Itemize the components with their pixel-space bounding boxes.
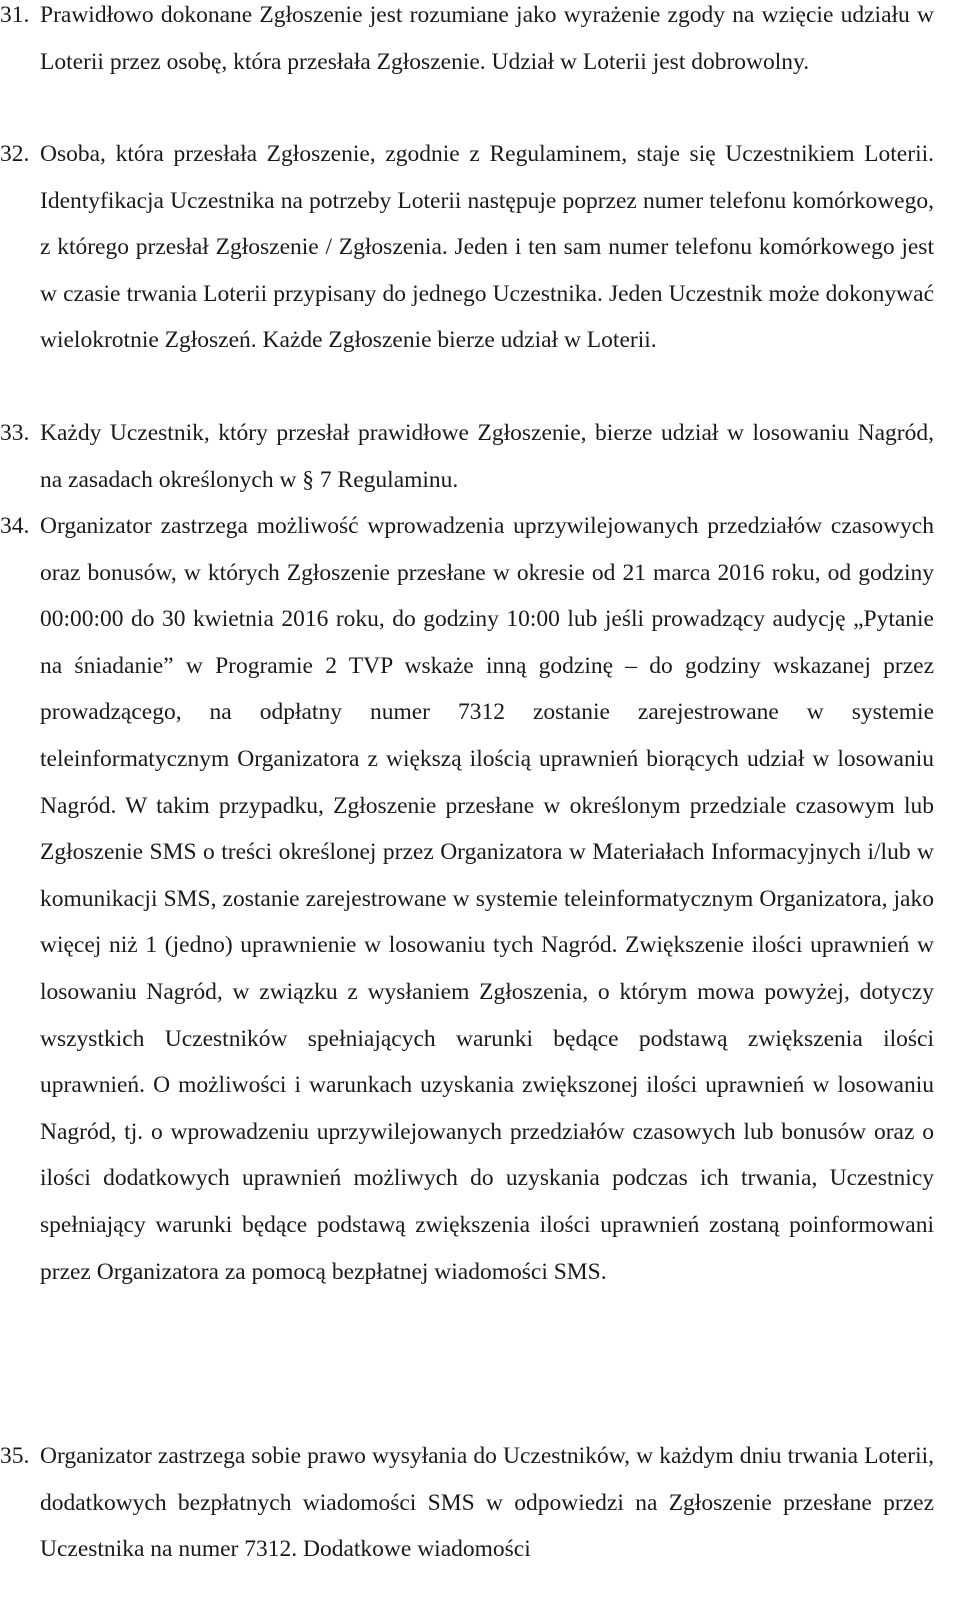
paragraph-text: Organizator zastrzega możliwość wprowadzenia uprzywilejowanych przedziałów czasowych oraz bonusów, w których Zgłoszenie przesłane w okresie od 21 marca 2016 roku, od godziny 00:00:00 do 30 kwietnia 2016 roku, do godziny 10:00 lub jeśli prowadzący audycję „Pytanie na śniadanie” w Programie 2 TVP wskaże inną godzinę – do godziny wskazanej przez prowadzącego, na odpłatny numer 7312 zostanie zarejestrowane w systemie teleinformatycznym Organizatora z większą ilością uprawnień biorących udział w losowaniu Nagród. W takim przypadku, Zgłoszenie przesłane w określonym przedziale czasowym lub Zgłoszenie SMS o treści określonej przez Organizatora w Materiałach Informacyjnych i/lub w komunikacji SMS, zostanie zarejestrowane w systemie teleinformatycznym Organizatora, jako więcej niż 1 (jedno) uprawnienie w losowaniu tych Nagród. Zwiększenie ilości uprawnień w losowaniu Nagród, w związku z wysłaniem Zgłoszenia, o którym mowa powyżej, dotyczy wszystkich Uczestników spełniających warunki będące podstawą zwiększenia ilości uprawnień. O możliwości i warunkach uzyskania zwiększonej ilości uprawnień w losowaniu Nagród, tj. o wprowadzeniu uprzywilejowanych przedziałów czasowych lub bonusów oraz o ilości dodatkowych uprawnień możliwych do uzyskania podczas ich trwania, Uczestnicy spełniający warunki będące podstawą zwiększenia ilości uprawnień zostaną poinformowani przez Organizatora za pomocą bezpłatnej wiadomości SMS.	[40, 513, 934, 1285]
paragraph-number: 31.	[0, 2, 30, 28]
paragraph-text: Każdy Uczestnik, który przesłał prawidłowe Zgłoszenie, bierze udział w losowaniu Nagród, na zasadach określonych w § 7 Regulaminu.	[40, 420, 934, 493]
paragraph-number: 34.	[0, 513, 30, 539]
paragraph-number: 32.	[0, 141, 30, 167]
paragraph-33	[0, 410, 934, 503]
paragraph-number: 35.	[0, 1443, 30, 1469]
paragraph-number: 33.	[0, 420, 30, 446]
paragraph-35	[0, 1433, 934, 1573]
paragraph-31	[0, 0, 934, 85]
paragraph-32	[0, 131, 934, 364]
paragraph-text: Organizator zastrzega sobie prawo wysyłania do Uczestników, w każdym dniu trwania Loterii, dodatkowych bezpłatnych wiadomości SMS w odpowiedzi na Zgłoszenie przesłane przez Uczestnika na numer 7312. Dodatkowe wiadomości	[40, 1443, 934, 1562]
paragraph-text: Prawidłowo dokonane Zgłoszenie jest rozumiane jako wyrażenie zgody na wzięcie udziału w Loterii przez osobę, która przesłała Zgłoszenie. Udział w Loterii jest dobrowolny.	[40, 2, 934, 75]
paragraph-text: Osoba, która przesłała Zgłoszenie, zgodnie z Regulaminem, staje się Uczestnikiem Loterii. Identyfikacja Uczestnika na potrzeby Loterii następuje poprzez numer telefonu komórkowego, z którego przesłał Zgłoszenie / Zgłoszenia. Jeden i ten sam numer telefonu komórkowego jest w czasie trwania Loterii przypisany do jednego Uczestnika. Jeden Uczestnik może dokonywać wielokrotnie Zgłoszeń. Każde Zgłoszenie bierze udział w Loterii.	[40, 141, 934, 353]
paragraph-34	[0, 503, 934, 1295]
